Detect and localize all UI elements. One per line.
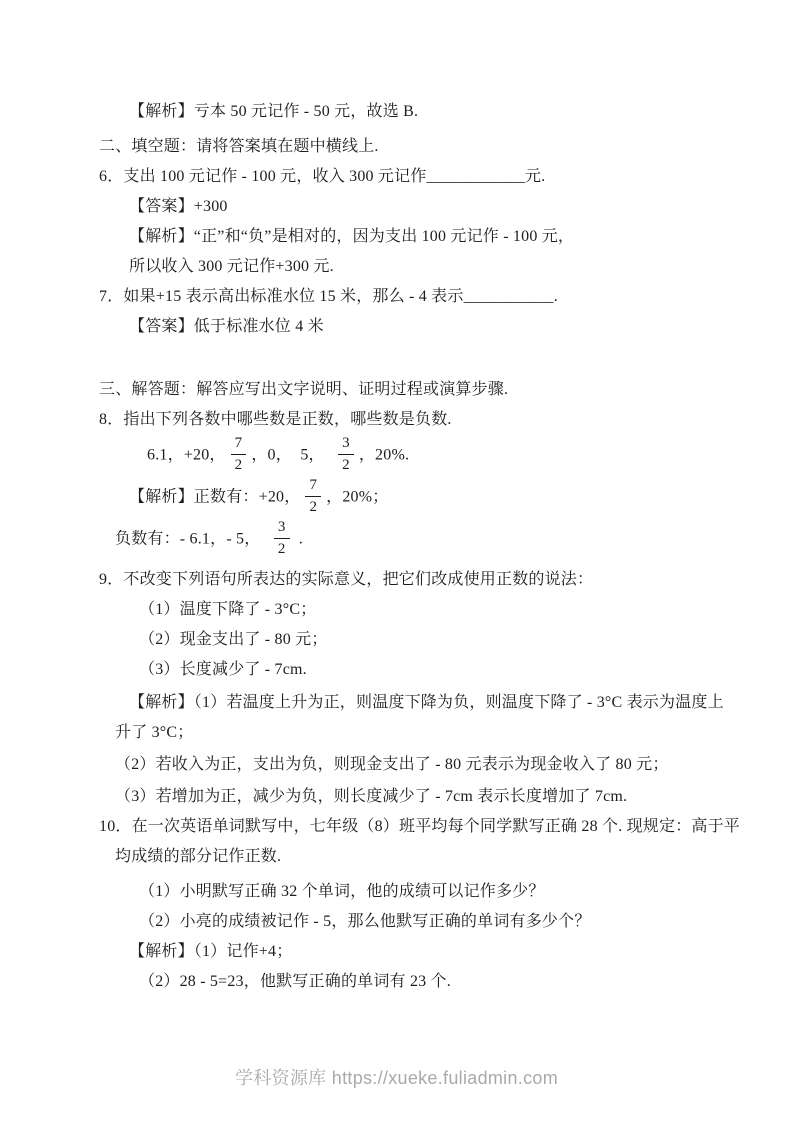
text-run: ，20%. (358, 446, 410, 464)
document-content (99, 97, 753, 997)
fraction-numerator: 7 (305, 475, 321, 497)
text-run: 所以收入 300 元记作+300 元. (129, 258, 334, 275)
text-run: ，0， 5， (251, 446, 334, 464)
text-run: 10．在一次英语单词默写中，七年级（8）班平均每个同学默写正确 28 个. 现规定：高于平 (99, 818, 741, 835)
fraction-denominator: 2 (342, 457, 350, 473)
text-run: 【解析】正数有：+20， (129, 488, 301, 506)
watermark-text: 学科资源库 https://xueke.fuliadmin.com (234, 1068, 558, 1088)
text-run: 6．支出 100 元记作 - 100 元，收入 300 元记作 (99, 168, 427, 185)
text-run: 三、解答题：解答应写出文字说明、证明过程或演算步骤. (99, 381, 509, 398)
question-8 (99, 405, 753, 435)
analysis-q9-line2 (99, 718, 753, 748)
text-run: . (294, 530, 303, 548)
text-run: 【解析】亏本 50 元记作 - 50 元，故选 B. (129, 103, 419, 120)
text-run: （2）若收入为正，支出为负，则现金支出了 - 80 元表示为现金收入了 80 元； (115, 756, 669, 773)
text-run: 【解析】（1）若温度上升为正，则温度下降为负，则温度下降了 - 3°C 表示为温度上 (129, 694, 724, 711)
analysis-q8-positives (99, 477, 753, 519)
text-run: 【解析】（1）记作+4； (129, 943, 293, 960)
text-run: 7．如果+15 表示高出标准水位 15 米，那么 - 4 表示 (99, 288, 464, 305)
text-run: 升了 3°C； (115, 724, 194, 741)
fraction (231, 433, 247, 475)
analysis-q9-item-3 (99, 782, 753, 812)
fraction (274, 517, 290, 559)
section-heading-solutions (99, 375, 753, 405)
text-run: ，20%； (326, 488, 389, 506)
text-run: 【解析】“正”和“负”是相对的，因为支出 100 元记作 - 100 元， (129, 228, 575, 245)
fraction-numerator: 3 (338, 433, 354, 455)
fraction-denominator: 2 (234, 457, 243, 473)
text-run: 负数有：- 6.1，- 5， (115, 530, 269, 548)
text-run: （2）现金支出了 - 80 元； (139, 631, 328, 648)
fraction-denominator: 2 (309, 499, 318, 515)
question-9-item-2 (99, 625, 753, 655)
question-6 (99, 162, 753, 192)
text-run: 9．不改变下列语句所表达的实际意义，把它们改成使用正数的说法： (99, 571, 594, 588)
fraction-denominator: 2 (277, 541, 286, 557)
analysis-q10-item-1 (99, 937, 753, 967)
fraction (338, 433, 354, 475)
text-run: 二、填空题：请将答案填在题中横线上. (99, 138, 379, 155)
fraction (305, 475, 321, 517)
watermark-footer (0, 1064, 793, 1090)
question-10-line1 (99, 812, 753, 842)
text-run: （2）28 - 5=23，他默写正确的单词有 23 个. (139, 973, 451, 990)
question-9-item-1 (99, 595, 753, 625)
question-9-item-3 (99, 655, 753, 685)
section-heading-fill-in (99, 132, 753, 162)
text-run: 均成绩的部分记作正数. (115, 848, 282, 865)
analysis-q9-item-2 (99, 750, 753, 780)
answer-q6 (99, 192, 753, 222)
analysis-q6-line1 (99, 222, 753, 252)
text-run: （1）温度下降了 - 3°C； (139, 601, 317, 618)
question-10-item-1 (99, 877, 753, 907)
question-9 (99, 565, 753, 595)
analysis-q10-item-2 (99, 967, 753, 997)
text-run: 【答案】+300 (129, 198, 228, 215)
text-run: 6.1，+20， (147, 446, 226, 464)
answer-q7 (99, 312, 753, 342)
text-run: . (553, 288, 558, 305)
text-run: （3）长度减少了 - 7cm. (139, 661, 307, 678)
question-10-line2 (99, 842, 753, 872)
question-7 (99, 282, 753, 312)
blank-underline: ___________ (463, 288, 554, 305)
analysis-q8-negatives (99, 519, 753, 561)
text-run: 元. (524, 168, 546, 185)
text-run: 【答案】低于标准水位 4 米 (129, 318, 324, 335)
question-8-number-list (99, 435, 753, 477)
text-run: 8．指出下列各数中哪些数是正数，哪些数是负数. (99, 411, 452, 428)
text-run: （3）若增加为正，减少为负，则长度减少了 - 7cm 表示长度增加了 7cm. (115, 788, 628, 805)
text-run: （1）小明默写正确 32 个单词，他的成绩可以记作多少？ (139, 883, 545, 900)
analysis-q9-line1 (99, 688, 753, 718)
fraction-numerator: 3 (274, 517, 290, 539)
analysis-q5 (99, 97, 753, 127)
blank-underline: ____________ (426, 168, 525, 185)
analysis-q6-line2 (99, 252, 753, 282)
fraction-numerator: 7 (231, 433, 247, 455)
text-run: （2）小亮的成绩被记作 - 5，那么他默写正确的单词有多少个？ (139, 913, 591, 930)
question-10-item-2 (99, 907, 753, 937)
